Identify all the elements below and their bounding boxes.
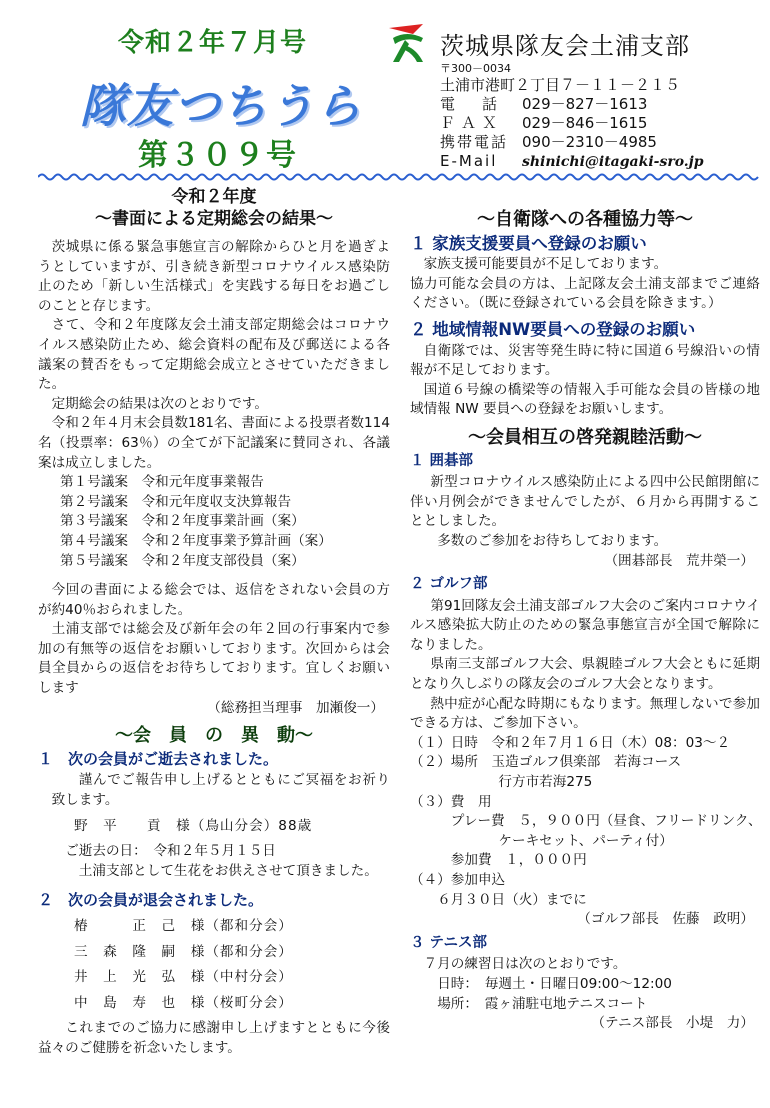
general-meeting-heading-year: 令和２年度 — [171, 187, 257, 207]
golf-fee-heading: （３）費 用 — [410, 793, 492, 810]
email-value[interactable]: shinichi@itagaki-sro.jp — [522, 154, 704, 170]
family-support-text-1: 家族支援可能要員が不足しております。 — [423, 256, 668, 273]
withdrawn-member: 三 森 隆 嗣 様（都和分会） — [74, 943, 293, 960]
condolence-text: 謹んでご報告申し上げるとともにご冥福をお祈り致します。 — [51, 772, 390, 809]
tel-label: 電 話 — [440, 95, 504, 113]
golf-entry-fee: 参加費 １，０００円 — [450, 852, 587, 869]
go-club-heading: １ 囲碁部 — [410, 452, 474, 469]
go-club-text-2: 多数のご参加をお待ちしております。 — [437, 532, 668, 549]
address: 土浦市港町２丁目７－１１－２１５ — [440, 76, 681, 94]
golf-club-text-2: 県南三支部ゴルフ大会、県親睦ゴルフ大会ともに延期となり久しぶりの隊友会のゴルフ大会となります。 — [410, 656, 760, 693]
flower-offering-text: 土浦支部として生花をお供えさせて頂きました。 — [78, 862, 378, 879]
member-activities-heading: ～会員相互の啓発親睦活動～ — [468, 426, 702, 448]
fax-value: 029－846－1615 — [522, 114, 648, 132]
golf-place-address: 行方市若海275 — [498, 774, 593, 791]
meeting-paragraph-4: 令和２年４月末会員数181名、書面による投票者数114名（投票率：63％）の全てが下記議案に賛同され、各議案は成立しました。 — [38, 415, 390, 471]
meeting-paragraph-2: さて、令和２年度隊友会土浦支部定期総会はコロナウイルス感染防止ため、総会資料の配布及び郵送による各議案の賛否をもって定期総会成立とさせていただきました。 — [38, 317, 390, 393]
golf-application-heading: （４）参加申込 — [410, 872, 506, 888]
regional-nw-heading: ２ 地域情報NW要員への登録のお願い — [410, 319, 696, 339]
go-club-text-1: 新型コロナウイルス感染防止による四中公民館閉館に伴い月例会ができませんでしたが、６月から再開することとしました。 — [410, 474, 760, 530]
golf-club-heading: ２ ゴルフ部 — [410, 576, 488, 593]
wave-divider — [38, 172, 760, 182]
meeting-paragraph-6: 土浦支部では総会及び新年会の年２回の行事案内で参加の有無等の返信をお願いしております。次回からは会員全員からの返信をお待ちしております。宜しくお願いします — [38, 621, 390, 697]
tennis-time: 日時： 毎週土・日曜日09:00～12:00 — [437, 975, 672, 992]
postal-code: 〒300－0034 — [440, 62, 511, 75]
right-column — [410, 206, 760, 1034]
email-label: E-Mail — [440, 152, 498, 170]
general-affairs-signature: （総務担当理事 加瀬俊一） — [207, 699, 384, 716]
tel-value: 029－827－1613 — [522, 95, 648, 113]
golf-date: （１）日時 令和２年７月１６日（木）08：03～２ — [410, 734, 731, 751]
withdrawn-heading: ２ 次の会員が退会されました。 — [38, 891, 264, 910]
email-row — [440, 152, 704, 172]
agenda-item: 第５号議案 令和２年度支部役員（案） — [60, 552, 305, 569]
tennis-club-text: ７月の練習日は次のとおりです。 — [423, 956, 627, 973]
deceased-member: 野 平 貢 様（鳥山分会）88歳 — [74, 817, 313, 834]
golf-club-text-1: 第91回隊友会土浦支部ゴルフ大会のご案内コロナウイルス感染拡大防止のための緊急事態宣言が全国で解除になりました。 — [410, 597, 760, 653]
fax-label: ＦＡＸ — [440, 114, 504, 132]
golf-club-text-3: 熱中症が心配な時期にもなります。無理しないで参加できる方は、ご参加下さい。 — [410, 695, 760, 732]
organization-name: 茨城県隊友会土浦支部 — [440, 32, 690, 60]
agenda-item: 第３号議案 令和２年度事業計画（案） — [60, 513, 305, 530]
go-club-signature: （囲碁部長 荒井榮一） — [604, 552, 754, 569]
tennis-place: 場所： 霞ヶ浦駐屯地テニスコート — [437, 995, 648, 1012]
golf-play-fee-detail: ケーキセット、パーティ付） — [498, 832, 673, 849]
newsletter-title: 隊友つちうら — [80, 79, 362, 133]
tennis-club-signature: （テニス部長 小堤 力） — [591, 1015, 754, 1032]
member-changes-heading: ～会 員 の 異 動～ — [115, 725, 313, 747]
agenda-item: 第１号議案 令和元年度事業報告 — [60, 474, 264, 491]
withdrawn-member: 井 上 光 弘 様（中村分会） — [74, 969, 293, 986]
withdrawn-member: 中 島 寿 也 様（桜町分会） — [74, 994, 293, 1011]
golf-place: （２）場所 玉造ゴルフ倶楽部 若海コース — [410, 754, 682, 771]
regional-nw-text-1: 自衛隊では、災害等発生時に特に国道６号線沿いの情報が不足しております。 — [410, 342, 760, 379]
mobile-value: 090－2310－4985 — [522, 133, 657, 151]
tel-row — [440, 95, 704, 114]
family-support-heading: １ 家族支援要員へ登録のお願い — [410, 233, 647, 253]
family-support-text-2: 協力可能な会員の方は、上記隊友会土浦支部までご連絡ください。（既に登録されている会員を除きます。） — [410, 275, 760, 312]
meeting-paragraph-5: 今回の書面による総会では、返信をされない会員の方が約40％おられました。 — [38, 582, 390, 618]
withdrawn-member: 椿 正 己 様（都和分会） — [74, 918, 293, 934]
agenda-list — [38, 473, 390, 571]
tennis-club-heading: ３ テニス部 — [410, 934, 487, 951]
golf-application-deadline: ６月３０日（火）までに — [437, 891, 587, 908]
sdf-cooperation-heading: ～自衛隊への各種協力等～ — [477, 209, 693, 230]
general-meeting-heading: ～書面による定期総会の結果～ — [95, 209, 333, 229]
agenda-item: 第２号議案 令和元年度収支決算報告 — [60, 493, 292, 510]
mobile-row — [440, 133, 704, 152]
deceased-heading: １ 次の会員がご逝去されました。 — [38, 749, 279, 768]
organization-logo-icon — [383, 20, 429, 66]
closing-remark: これまでのご協力に感謝申し上げますとともに今後益々のご健勝を祈念いたします。 — [38, 1020, 390, 1056]
fax-row — [440, 114, 704, 133]
golf-play-fee: プレー費 ５，９００円（昼食、フリードリンク、 — [450, 813, 762, 830]
regional-nw-text-2: 国道６号線の橋梁等の情報入手可能な会員の皆様の地域情報 NW 要員への登録をお願いします。 — [410, 381, 760, 418]
mobile-label: 携帯電話 — [440, 133, 509, 151]
golf-club-signature: （ゴルフ部長 佐藤 政明） — [577, 911, 754, 928]
meeting-paragraph-3: 定期総会の結果は次のとおりです。 — [51, 395, 269, 412]
contact-block — [440, 62, 704, 172]
left-column — [38, 186, 390, 1059]
meeting-paragraph-1: 茨城県に係る緊急事態宣言の解除からひと月を過ぎようとしていますが、引き続き新型コロナウイルス感染防止のため「新しい生活様式」を実践する毎日をお過ごしのことと存じます。 — [38, 239, 390, 314]
date-of-death: ご逝去の日： 令和２年５月１５日 — [65, 843, 276, 860]
agenda-item: 第４号議案 令和２年度事業予算計画（案） — [60, 532, 332, 549]
issue-number: 第３０９号 — [138, 138, 298, 173]
issue-date: 令和２年７月号 — [118, 28, 308, 58]
